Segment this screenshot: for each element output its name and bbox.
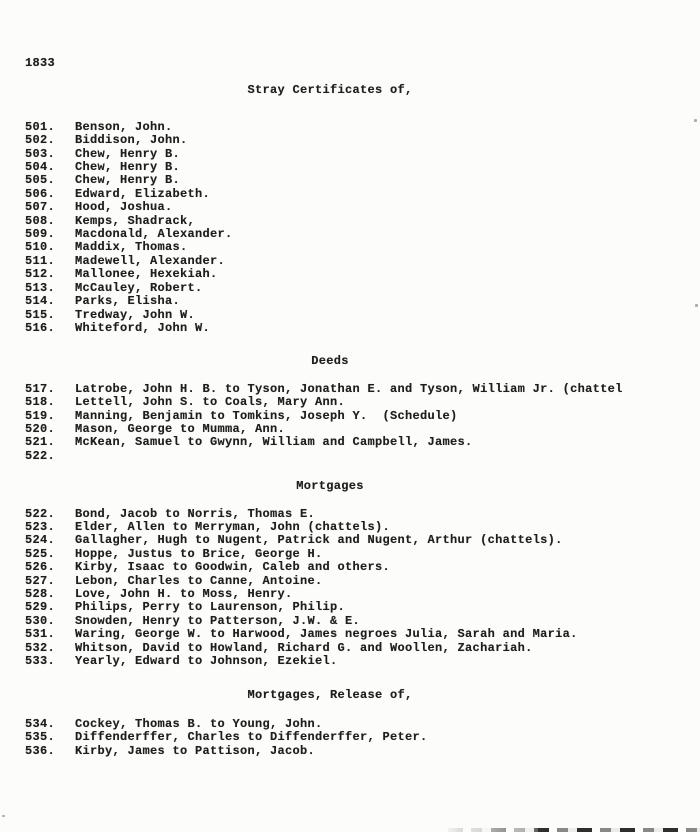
section-heading: Deeds: [311, 354, 349, 369]
list-entry: [25, 161, 700, 174]
list-entry: [25, 745, 700, 758]
entry-number: 527.: [25, 573, 56, 588]
list-entry: [25, 134, 700, 147]
entry-text: Macdonald, Alexander.: [75, 228, 233, 242]
entry-number: 504.: [25, 160, 56, 175]
entry-text: Whitson, David to Howland, Richard G. and Woollen, Zachariah.: [75, 641, 533, 655]
entry-number: 533.: [25, 654, 56, 669]
entry-number: 510.: [25, 240, 56, 255]
entry-number: 529.: [25, 600, 56, 615]
entry-number: 513.: [25, 280, 56, 295]
entry-text: Kemps, Shadrack,: [75, 214, 196, 228]
list-entry: [25, 201, 700, 214]
entry-text: Bond, Jacob to Norris, Thomas E.: [75, 507, 316, 521]
list-entry: [25, 718, 700, 731]
list-entry: [25, 282, 700, 295]
list-entry: [25, 383, 700, 396]
entry-text: Cockey, Thomas B. to Young, John.: [75, 717, 323, 731]
list-entry: [25, 241, 700, 254]
entry-text: Whiteford, John W.: [75, 321, 211, 335]
entry-number: 509.: [25, 227, 56, 242]
entry-number: 528.: [25, 587, 56, 601]
entry-text: Hoppe, Justus to Brice, George H.: [75, 547, 323, 561]
entry-text: Hood, Joshua.: [75, 201, 173, 215]
entry-number: 511.: [25, 253, 56, 268]
list-entry: [25, 268, 700, 281]
entry-number: 522.: [25, 506, 56, 521]
list-entry: [25, 508, 700, 521]
list-entry: [25, 322, 700, 335]
entry-number: 523.: [25, 519, 56, 534]
list-entry: [25, 309, 700, 322]
entry-number: 524.: [25, 533, 56, 548]
list-entry: [25, 148, 700, 161]
entry-number: 530.: [25, 613, 56, 628]
entry-text: McCauley, Robert.: [75, 281, 203, 295]
entry-text: Chew, Henry B.: [75, 174, 181, 188]
document-section: [0, 355, 700, 463]
list-entry: [25, 575, 700, 588]
entry-number: 525.: [25, 546, 56, 561]
entry-text: Lettell, John S. to Coals, Mary Ann.: [75, 396, 346, 410]
section-heading: Stray Certificates of,: [247, 83, 413, 98]
entry-text: Snowden, Henry to Patterson, J.W. & E.: [75, 614, 361, 628]
entry-text: Madewell, Alexander.: [75, 254, 226, 268]
entry-number: 526.: [25, 560, 56, 575]
list-entry: [25, 228, 700, 241]
page-year: 1833: [25, 56, 56, 70]
list-entry: [25, 255, 700, 268]
entry-text: Chew, Henry B.: [75, 161, 181, 175]
document-section: [0, 84, 700, 335]
entry-number: 503.: [25, 146, 56, 161]
entry-list: [25, 383, 700, 463]
entry-number: 532.: [25, 640, 56, 655]
list-entry: [25, 436, 700, 449]
entry-text: Benson, John.: [75, 120, 173, 134]
list-entry: [25, 174, 700, 187]
entry-list: [25, 121, 700, 336]
entry-text: McKean, Samuel to Gwynn, William and Campbell, James.: [75, 436, 473, 450]
scan-speck: [2, 815, 5, 817]
entry-text: Elder, Allen to Merryman, John (chattels).: [75, 520, 391, 534]
entry-number: 505.: [25, 173, 56, 188]
entry-text: Kirby, James to Pattison, Jacob.: [75, 744, 316, 758]
scan-speck: [694, 119, 697, 122]
scan-speck: [695, 304, 698, 307]
scan-artifact-bottom: [448, 828, 700, 832]
entry-text: Edward, Elizabeth.: [75, 187, 211, 201]
list-entry: [25, 601, 700, 614]
list-entry: [25, 215, 700, 228]
document-body: [0, 84, 700, 758]
entry-number: 522.: [25, 448, 56, 463]
entry-number: 531.: [25, 627, 56, 642]
document-section: [0, 689, 700, 758]
entry-number: 535.: [25, 730, 56, 745]
entry-number: 521.: [25, 435, 56, 450]
entry-text: Lebon, Charles to Canne, Antoine.: [75, 574, 323, 588]
entry-text: Maddix, Thomas.: [75, 241, 188, 255]
list-entry: [25, 731, 700, 744]
entry-number: 501.: [25, 119, 56, 134]
entry-text: Parks, Elisha.: [75, 295, 181, 309]
entry-text: Waring, George W. to Harwood, James negroes Julia, Sarah and Maria.: [75, 628, 578, 642]
entry-text: Mallonee, Hexekiah.: [75, 268, 218, 282]
entry-number: 507.: [25, 200, 56, 215]
entry-text: Tredway, John W.: [75, 308, 196, 322]
entry-list: [25, 718, 700, 758]
section-heading: Mortgages, Release of,: [247, 688, 413, 703]
list-entry: [25, 410, 700, 423]
list-entry: [25, 396, 700, 409]
entry-text: Love, John H. to Moss, Henry.: [75, 588, 293, 601]
entry-text: Yearly, Edward to Johnson, Ezekiel.: [75, 655, 338, 669]
entry-text: Latrobe, John H. B. to Tyson, Jonathan E. and Tyson, William Jr. (chattel: [75, 382, 623, 396]
list-entry: [25, 561, 700, 574]
entry-number: 518.: [25, 395, 56, 410]
document-section: [0, 480, 700, 668]
entry-number: 520.: [25, 421, 56, 436]
list-entry: [25, 534, 700, 547]
entry-number: 506.: [25, 186, 56, 201]
entry-number: 536.: [25, 743, 56, 758]
list-entry: [25, 121, 700, 134]
list-entry: [25, 628, 700, 641]
entry-number: 512.: [25, 267, 56, 282]
entry-number: 516.: [25, 320, 56, 335]
entry-text: Biddison, John.: [75, 134, 188, 148]
list-entry: [25, 295, 700, 308]
entry-text: Philips, Perry to Laurenson, Philip.: [75, 601, 346, 615]
list-entry: [25, 521, 700, 534]
list-entry: [25, 548, 700, 561]
entry-text: Manning, Benjamin to Tomkins, Joseph Y. (Schedule): [75, 409, 458, 423]
list-entry: [25, 642, 700, 655]
list-entry: [25, 188, 700, 201]
entry-text: Diffenderffer, Charles to Diffenderffer, Peter.: [75, 731, 428, 745]
entry-list: [25, 508, 700, 669]
list-entry: [25, 615, 700, 628]
entry-text: Chew, Henry B.: [75, 147, 181, 161]
entry-number: 508.: [25, 213, 56, 228]
entry-number: 534.: [25, 716, 56, 731]
entry-number: 502.: [25, 133, 56, 148]
entry-text: Mason, George to Mumma, Ann.: [75, 422, 286, 436]
entry-number: 517.: [25, 381, 56, 396]
list-entry: [25, 423, 700, 436]
entry-number: 519.: [25, 408, 56, 423]
entry-text: Kirby, Isaac to Goodwin, Caleb and others.: [75, 561, 391, 575]
entry-number: 515.: [25, 307, 56, 322]
section-heading: Mortgages: [296, 479, 364, 494]
entry-text: [75, 450, 700, 463]
entry-number: 514.: [25, 294, 56, 309]
entry-text: Gallagher, Hugh to Nugent, Patrick and Nugent, Arthur (chattels).: [75, 534, 563, 548]
list-entry: [25, 588, 700, 601]
list-entry: [25, 655, 700, 668]
list-entry: [25, 450, 700, 463]
